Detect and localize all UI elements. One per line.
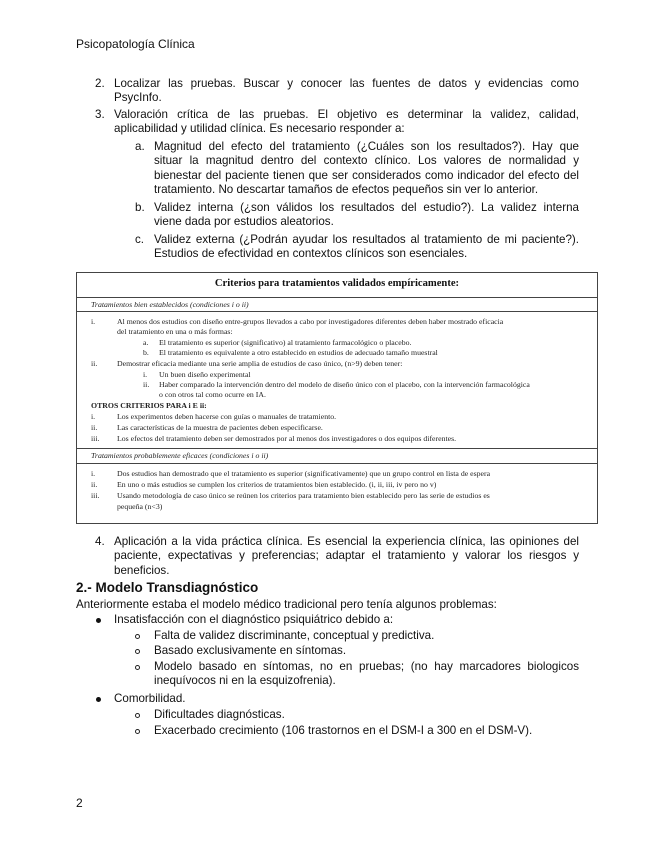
sub-bullet-item: Dificultades diagnósticas. bbox=[154, 708, 285, 721]
table-row-text: Haber comparado la intervención dentro del modelo de diseño único con el placebo, con la intervención farmacológica bbox=[159, 380, 530, 389]
bullet-item: Comorbilidad. bbox=[114, 692, 186, 705]
table-row-marker: ii. bbox=[143, 380, 150, 389]
table-row-marker: ii. bbox=[91, 359, 98, 368]
table-row-text: Un buen diseño experimental bbox=[159, 370, 251, 379]
table-row-marker: b. bbox=[143, 348, 149, 357]
bullet-circle bbox=[135, 634, 140, 639]
table-row-marker: i. bbox=[91, 317, 96, 326]
table-row-text: Al menos dos estudios con diseño entre-grupos llevados a cabo por investigadores diferentes deben haber mostrado eficacia bbox=[117, 317, 504, 326]
table-divider bbox=[77, 463, 597, 464]
sublist-item-a bbox=[154, 140, 579, 198]
table-row-text: Los experimentos deben hacerse con guías o manuales de tratamiento. bbox=[117, 412, 337, 421]
list-item-4 bbox=[114, 535, 579, 578]
table-row-text: Las características de la muestra de pacientes deben especificarse. bbox=[117, 423, 323, 432]
text-line: Valoración crítica de las pruebas. El objetivo es determinar la validez, calidad, bbox=[114, 108, 579, 121]
bullet-circle bbox=[135, 713, 140, 718]
table-row-text: El tratamiento es equivalente a otro establecido en estudios de adecuado tamaño muestral bbox=[159, 348, 438, 357]
list-item-3 bbox=[114, 108, 579, 137]
table-row-text: En uno o más estudios se cumplen los criterios de tratamientos bien establecido. (i, ii, iii, iv pero no v) bbox=[117, 480, 437, 489]
text-line: Estudios de efectividad en contextos clínicos son esenciales. bbox=[154, 247, 468, 261]
table-divider bbox=[77, 311, 597, 312]
table-row-text: Dos estudios han demostrado que el tratamiento es superior (significativamente) que un grupo control en lista de espera bbox=[117, 469, 491, 478]
list-number: 2. bbox=[95, 77, 105, 90]
text-line: Aplicación a la vida práctica clínica. Es esencial la experiencia clínica, las opiniones del bbox=[114, 535, 579, 548]
table-row-text: Demostrar eficacia mediante una serie amplia de estudios de caso único, (n>9) deben tener: bbox=[117, 359, 403, 368]
table-row-marker: ii. bbox=[91, 423, 98, 432]
sub-bullet-item bbox=[154, 660, 579, 689]
table-row-text: Usando metodología de caso único se reúnen los criterios para tratamiento bien establecido pero las serie de estudios es bbox=[117, 491, 490, 500]
text-line: bienestar del paciente tienen que ser considerados como indicador del efecto del bbox=[154, 168, 579, 182]
table-row-text: pequeña (n<3) bbox=[117, 502, 163, 511]
sub-bullet-item: Falta de validez discriminante, conceptual y predictiva. bbox=[154, 629, 435, 642]
table-row-text: del tratamiento en una o más formas: bbox=[117, 327, 233, 336]
table-subheading: OTROS CRITERIOS PARA i E ii: bbox=[91, 401, 207, 410]
text-line: viene dada por estudios aleatorios. bbox=[154, 215, 334, 229]
text-line: Localizar las pruebas. Buscar y conocer las fuentes de datos y evidencias como bbox=[114, 77, 579, 90]
table-section-heading: Tratamientos bien establecidos (condiciones i o ii) bbox=[91, 300, 249, 309]
bullet-circle bbox=[135, 649, 140, 654]
text-line: Validez externa (¿Podrán ayudar los resultados al tratamiento de mi paciente?). bbox=[154, 233, 579, 246]
table-divider bbox=[77, 297, 597, 298]
list-number: 4. bbox=[95, 535, 105, 548]
text-line: Validez interna (¿son válidos los resultados del estudio?). La validez interna bbox=[154, 201, 579, 214]
table-row-marker: iii. bbox=[91, 491, 100, 500]
bullet-dot bbox=[96, 697, 101, 702]
section-heading: 2.- Modelo Transdiagnóstico bbox=[76, 580, 259, 595]
sublist-item-c bbox=[154, 233, 579, 262]
text-line: beneficios. bbox=[114, 563, 170, 577]
bullet-item: Insatisfacción con el diagnóstico psiquiátrico debido a: bbox=[114, 613, 394, 626]
table-title: Criterios para tratamientos validados empíricamente: bbox=[214, 278, 460, 289]
table-row-marker: a. bbox=[143, 338, 149, 347]
bullet-circle bbox=[135, 729, 140, 734]
text-line: tratamiento. No descartar tamaños de efectos pequeños sin ver lo anterior. bbox=[154, 183, 539, 197]
table-row-marker: i. bbox=[143, 370, 148, 379]
table-row-text: El tratamiento es superior (significativo) al tratamiento farmacológico o placebo. bbox=[159, 338, 412, 347]
text-line: aplicabilidad y utilidad clínica. Es necesario responder a: bbox=[114, 122, 405, 136]
list-item-2 bbox=[114, 77, 579, 106]
criteria-table bbox=[76, 272, 598, 524]
bullet-circle bbox=[135, 665, 140, 670]
page-number: 2 bbox=[76, 796, 83, 810]
sublist-letter: b. bbox=[135, 201, 145, 214]
table-row-marker: iii. bbox=[91, 434, 100, 443]
table-row-text: o con otros tal como ocurre en IA. bbox=[159, 390, 266, 399]
text-line: situar la magnitud dentro del contexto clínico. Los valores de normalidad y bbox=[154, 154, 579, 168]
table-row-marker: i. bbox=[91, 469, 96, 478]
bullet-dot bbox=[96, 618, 101, 623]
text-line: Magnitud del efecto del tratamiento (¿Cuáles son los resultados?). Hay que bbox=[154, 140, 579, 153]
table-divider bbox=[77, 448, 597, 449]
sublist-item-b bbox=[154, 201, 579, 230]
text-line: inequívocos ni en la esquizofrenia). bbox=[154, 674, 336, 688]
sub-bullet-item: Basado exclusivamente en síntomas. bbox=[154, 644, 347, 657]
text-line: Modelo basado en síntomas, no en pruebas; (no hay marcadores biologicos bbox=[154, 660, 579, 673]
section-intro: Anteriormente estaba el modelo médico tradicional pero tenía algunos problemas: bbox=[76, 598, 497, 611]
sublist-letter: a. bbox=[135, 140, 145, 153]
text-line: PsycInfo. bbox=[114, 91, 162, 105]
table-row-text: Los efectos del tratamiento deben ser demostrados por al menos dos investigadores o dos equipos diferentes. bbox=[117, 434, 457, 443]
sublist-letter: c. bbox=[135, 233, 145, 246]
list-number: 3. bbox=[95, 108, 105, 121]
table-section-heading: Tratamientos probablemente eficaces (condiciones i o ii) bbox=[91, 451, 269, 460]
sub-bullet-item: Exacerbado crecimiento (106 trastornos en el DSM-I a 300 en el DSM-V). bbox=[154, 724, 533, 737]
page-header: Psicopatología Clínica bbox=[76, 37, 195, 51]
table-row-marker: i. bbox=[91, 412, 96, 421]
table-row-marker: ii. bbox=[91, 480, 98, 489]
text-line: paciente, expectativas y preferencias; adaptar el tratamiento y valorar los riesgos y bbox=[114, 549, 579, 563]
